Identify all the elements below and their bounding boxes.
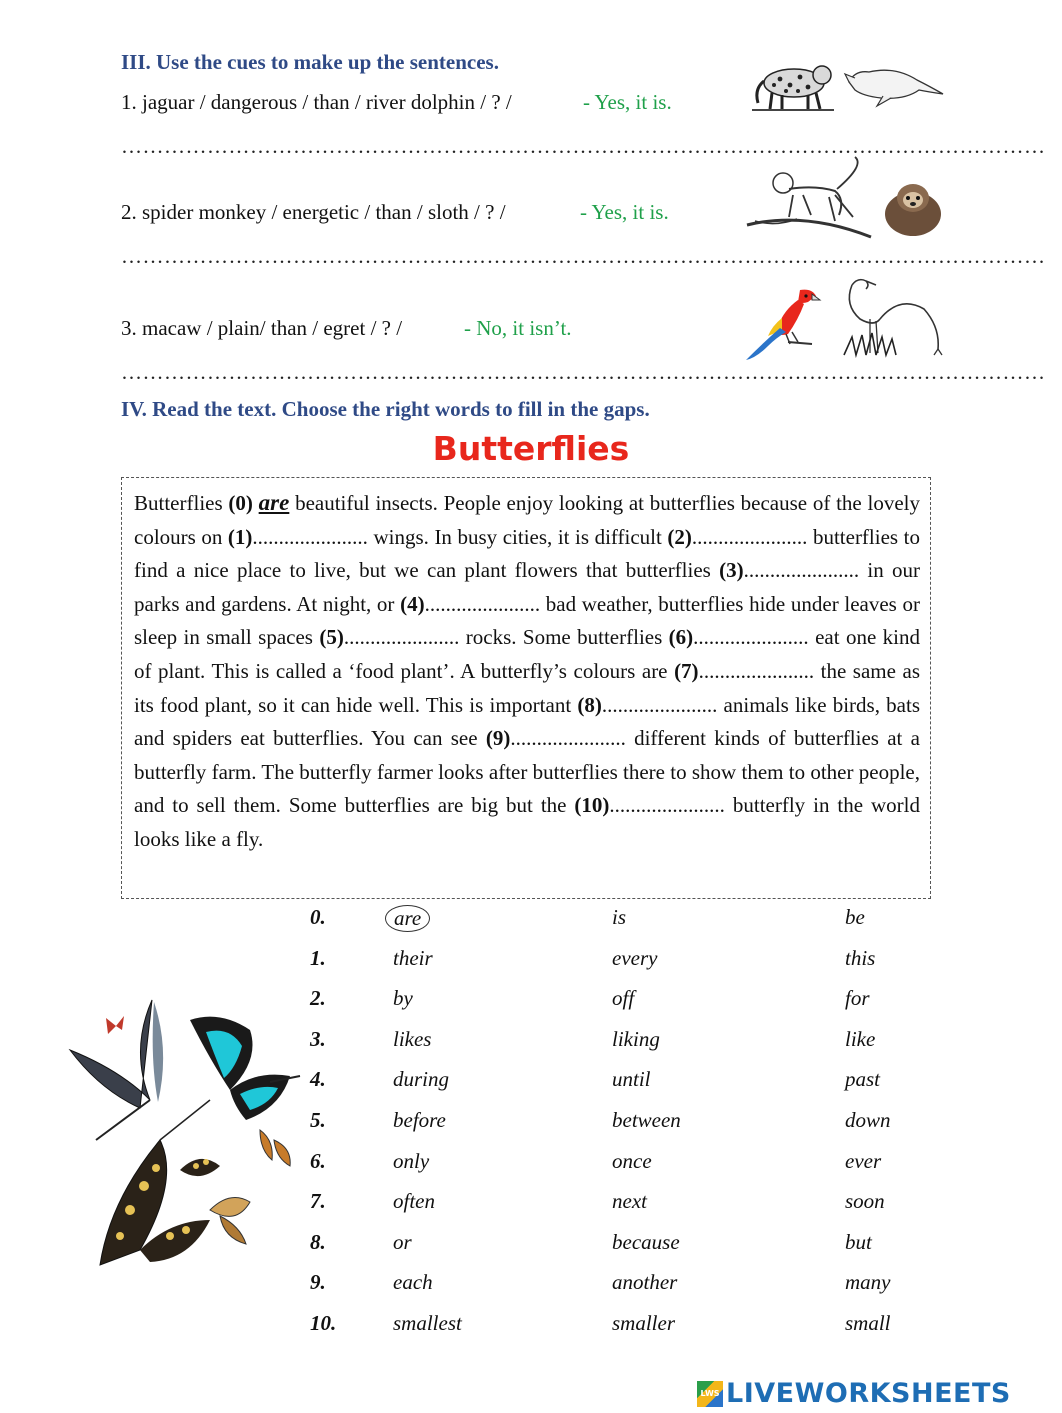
- gap-1[interactable]: (1): [227, 524, 253, 549]
- option-b[interactable]: until: [612, 1067, 651, 1092]
- option-c[interactable]: soon: [845, 1189, 885, 1214]
- macaw-icon: [742, 280, 824, 362]
- option-number: 8.: [310, 1229, 326, 1254]
- option-a[interactable]: their: [393, 945, 433, 970]
- gap-2[interactable]: (2): [667, 524, 692, 549]
- option-b[interactable]: is: [612, 905, 627, 929]
- option-c[interactable]: many: [845, 1270, 891, 1295]
- cue-2: 2. spider monkey / energetic / than / sloth / ? /: [121, 200, 506, 224]
- gap-10[interactable]: (10): [574, 793, 610, 818]
- river-dolphin-icon: [845, 60, 945, 108]
- butterflies-icon: [60, 990, 310, 1275]
- jaguar-icon: [750, 55, 835, 113]
- option-number: 9.: [310, 1270, 326, 1295]
- option-b[interactable]: once: [612, 1148, 652, 1173]
- answer-line-3[interactable]: …………………………………………………………………………………………………………………: [121, 360, 1046, 384]
- gap-5[interactable]: (5): [319, 625, 344, 650]
- option-c[interactable]: for: [845, 986, 870, 1011]
- option-b[interactable]: liking: [612, 1026, 660, 1051]
- option-number: 2.: [310, 986, 326, 1011]
- option-a[interactable]: before: [393, 1108, 446, 1132]
- option-c[interactable]: past: [845, 1067, 881, 1092]
- section-3-heading: III. Use the cues to make up the sentences.: [121, 50, 499, 74]
- option-number: 10.: [310, 1311, 337, 1335]
- gap-7[interactable]: (7): [674, 658, 699, 683]
- option-c[interactable]: like: [845, 1026, 876, 1051]
- gap-9[interactable]: (9): [485, 726, 511, 751]
- option-b[interactable]: off: [612, 986, 635, 1011]
- option-a[interactable]: likes: [393, 1026, 432, 1051]
- option-c[interactable]: ever: [845, 1148, 882, 1173]
- spider-monkey-icon: [745, 155, 873, 243]
- option-a[interactable]: or: [393, 1229, 412, 1254]
- answer-1: - Yes, it is.: [583, 90, 672, 114]
- gap-4[interactable]: (4): [400, 591, 425, 616]
- option-c[interactable]: but: [845, 1229, 872, 1254]
- option-number: 5.: [310, 1108, 326, 1132]
- cue-1: 1. jaguar / dangerous / than / river dolphin / ? /: [121, 90, 512, 114]
- example-answer: are: [258, 490, 290, 515]
- reading-text: Butterflies (0) are beautiful insects. People enjoy looking at butterflies because of the lovely colours on (1)...................... wings. In busy cities, it is difficult (2)...................... butterflies to find a nice place to live, but we can plant flowers that butterflies (3)...................... in our parks and gardens. At night, or (4)...................... bad weather, butterflies hide under leaves or sleep in small spaces (5)...................... rocks. Some butterflies (6)...................... eat one kind of plant. This is called a ‘food plant’. A butterfly’s colours are (7)...................... the same as its food plant, so it can hide well. This is important (8)...................... animals like birds, bats and spiders eat butterflies. You can see (9)...................... different kinds of butterflies at a butterfly farm. The butterfly farmer looks after butterflies there to show them to other people, and to sell them. Some butterflies are big but the (10)...................... butterfly in the world looks like a fly.: [134, 490, 921, 851]
- option-number: 4.: [310, 1067, 326, 1092]
- answer-3: - No, it isn’t.: [464, 316, 572, 340]
- option-a[interactable]: only: [393, 1148, 430, 1173]
- option-a[interactable]: by: [393, 986, 413, 1011]
- option-b[interactable]: another: [612, 1270, 678, 1295]
- text-title: Butterflies: [432, 429, 630, 468]
- option-c[interactable]: small: [845, 1311, 891, 1335]
- option-number: 1.: [310, 945, 326, 970]
- gap-3[interactable]: (3): [719, 558, 744, 583]
- option-c[interactable]: this: [845, 945, 876, 970]
- option-c[interactable]: be: [845, 905, 865, 929]
- answer-2: - Yes, it is.: [580, 200, 669, 224]
- option-number: 0.: [310, 905, 326, 929]
- gap-8[interactable]: (8): [577, 692, 602, 717]
- egret-icon: [840, 275, 946, 357]
- option-b[interactable]: every: [612, 945, 658, 970]
- option-c[interactable]: down: [845, 1108, 891, 1132]
- option-a[interactable]: are: [385, 905, 430, 932]
- option-a[interactable]: each: [393, 1270, 433, 1295]
- section-4-heading: IV. Read the text. Choose the right words to fill in the gaps.: [121, 397, 650, 421]
- sloth-icon: [880, 178, 946, 238]
- option-number: 7.: [310, 1189, 326, 1214]
- logo-mark-icon: LWS: [697, 1381, 723, 1407]
- answer-line-1[interactable]: …………………………………………………………………………………………………………………: [121, 134, 1046, 158]
- logo-text: LIVEWORKSHEETS: [726, 1378, 1011, 1409]
- option-b[interactable]: next: [612, 1189, 647, 1214]
- liveworksheets-logo[interactable]: [697, 1378, 1011, 1409]
- cue-3: 3. macaw / plain/ than / egret / ? /: [121, 316, 403, 340]
- option-a[interactable]: often: [393, 1189, 435, 1214]
- option-a[interactable]: smallest: [393, 1311, 462, 1335]
- option-a[interactable]: during: [393, 1067, 450, 1092]
- option-b[interactable]: smaller: [612, 1311, 675, 1335]
- option-b[interactable]: between: [612, 1108, 681, 1132]
- option-b[interactable]: because: [612, 1229, 680, 1254]
- option-number: 6.: [310, 1148, 326, 1173]
- option-number: 3.: [310, 1026, 326, 1051]
- gap-6[interactable]: (6): [668, 625, 694, 650]
- answer-line-2[interactable]: …………………………………………………………………………………………………………………: [121, 244, 1046, 268]
- reading-text-box: [121, 477, 931, 899]
